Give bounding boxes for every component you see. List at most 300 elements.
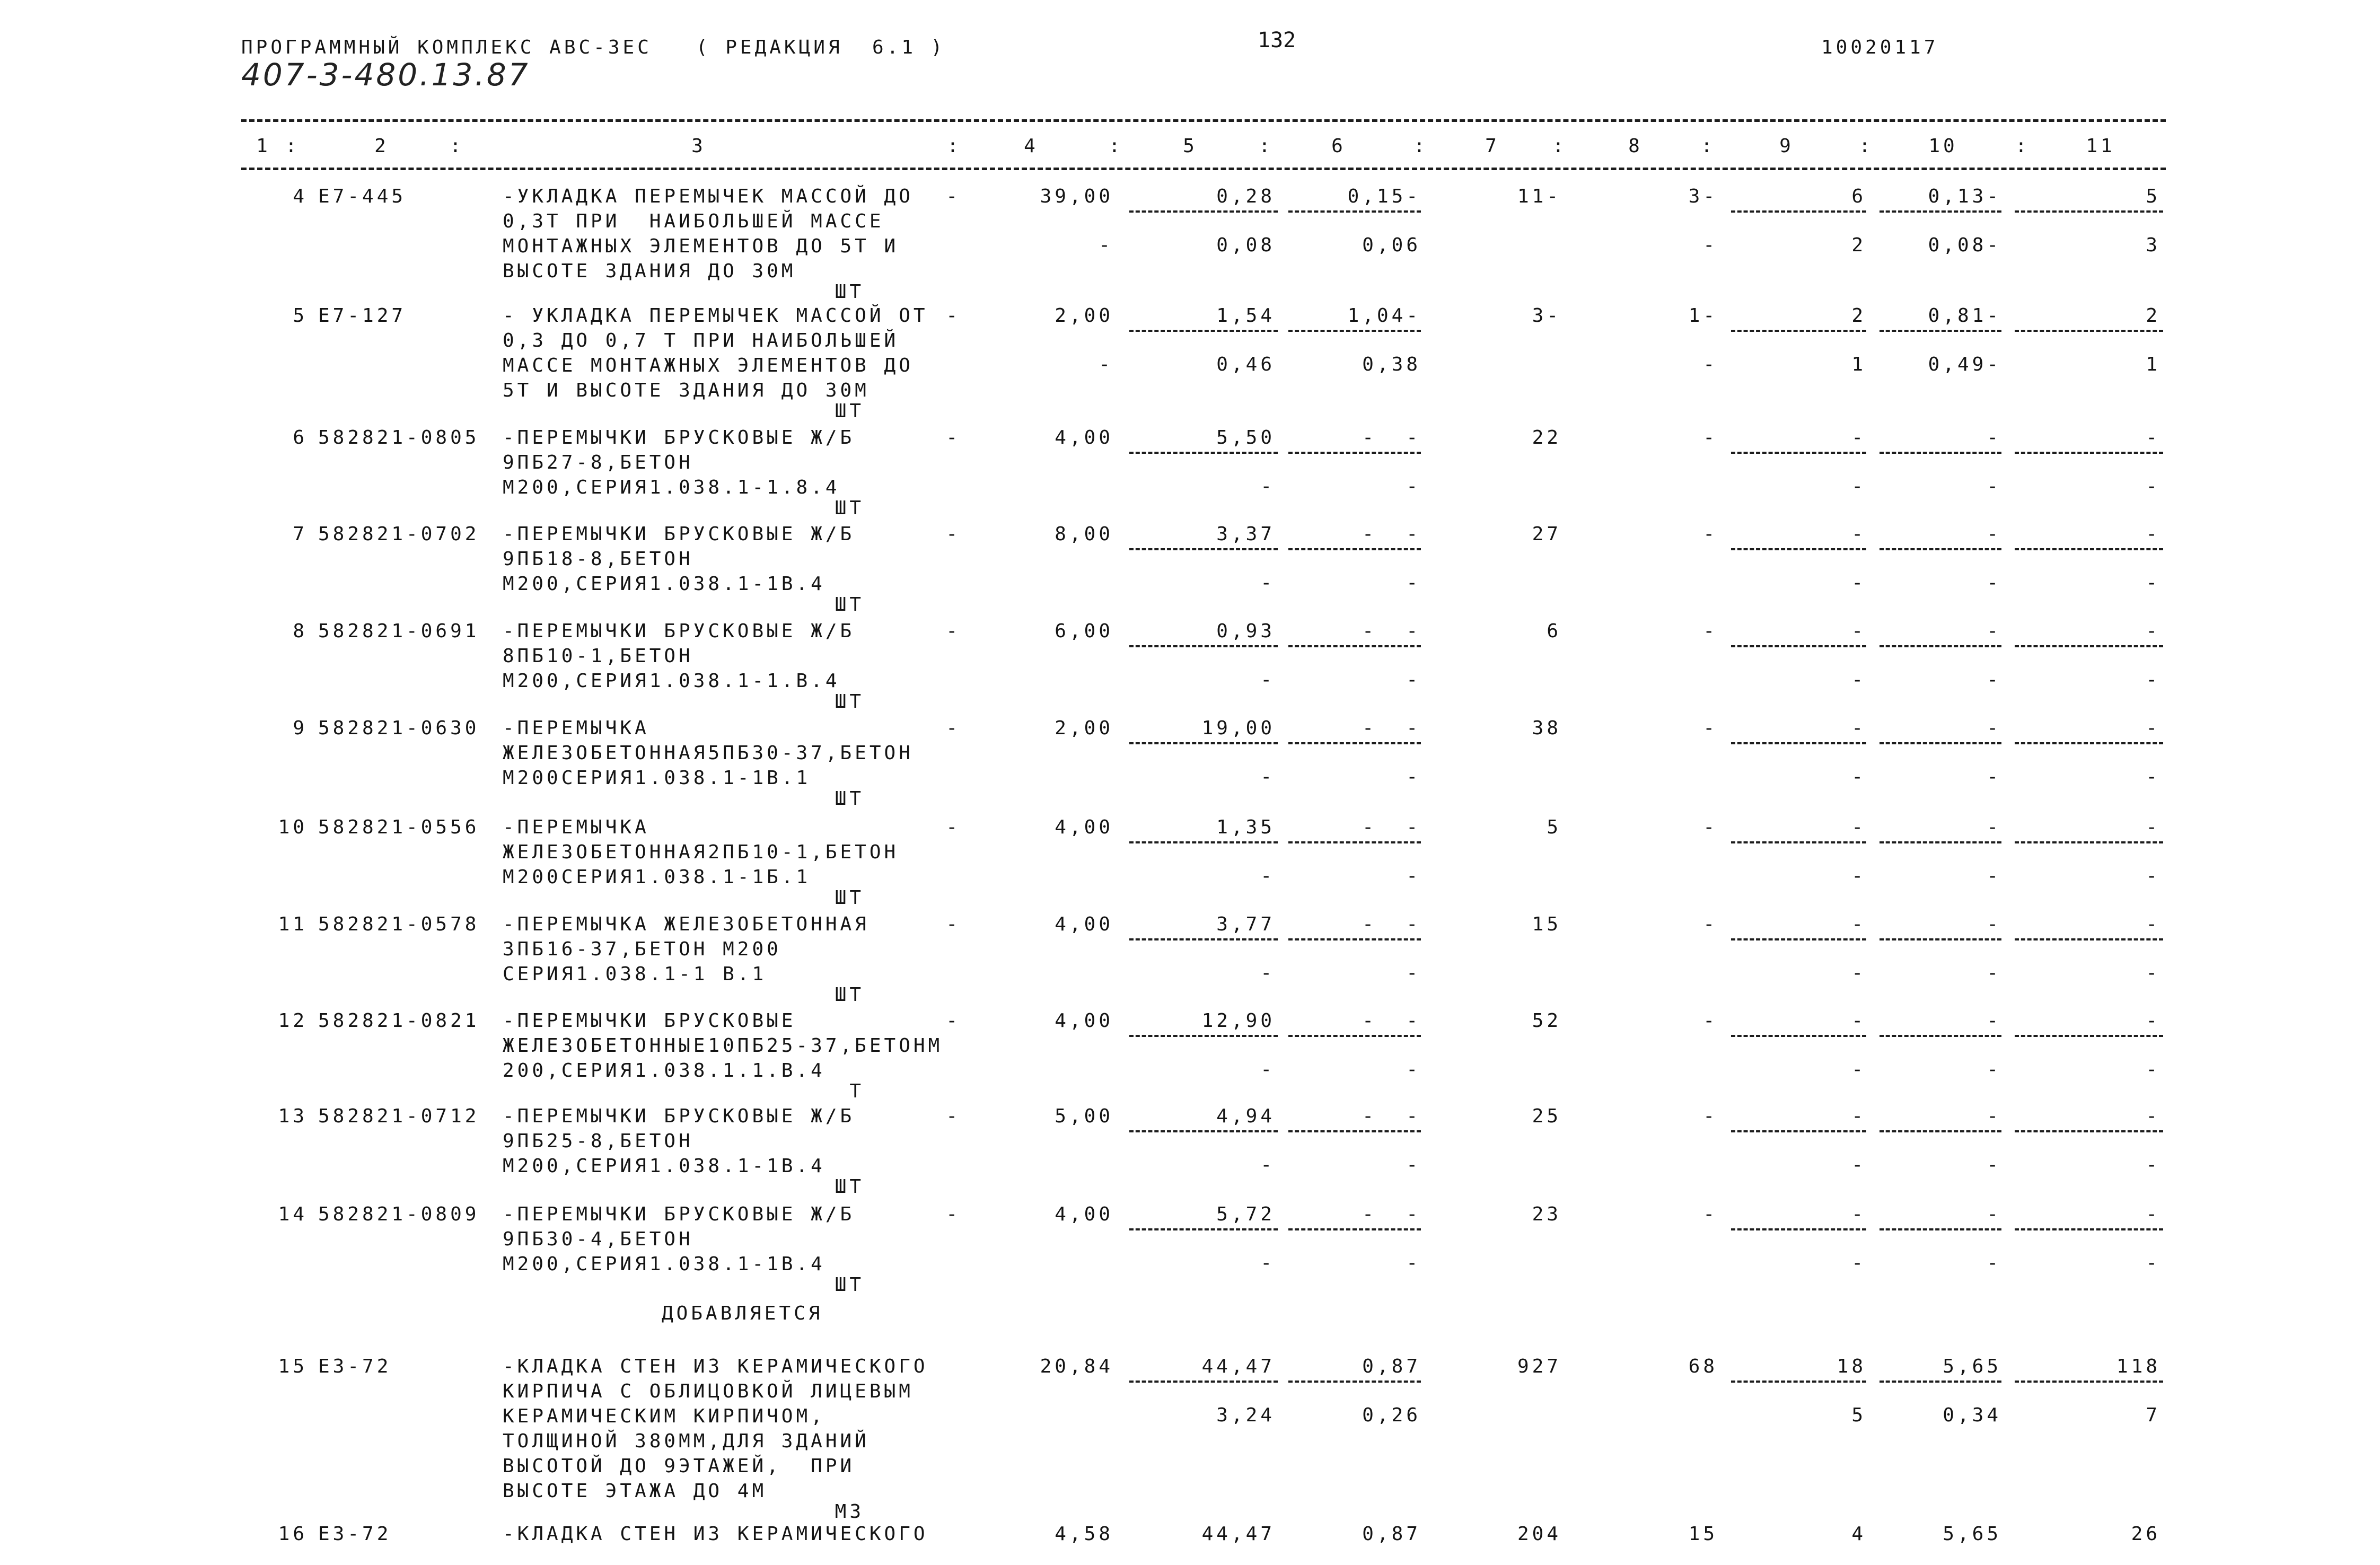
row-value-c10: 0,13- [1928, 186, 2001, 207]
row-value-c5: 12,90 [1201, 1010, 1275, 1032]
row-qty: 4,00 [1055, 1010, 1113, 1032]
row-value-c7: 25 [1532, 1105, 1561, 1127]
row-separator [1288, 841, 1421, 843]
row-description: 3ПБ16-37,БЕТОН М200 [503, 938, 781, 960]
row-separator [2015, 938, 2163, 940]
row-value-c10: - [1987, 523, 2001, 545]
row-qty: 39,00 [1040, 186, 1113, 207]
row-unit: ШТ [835, 497, 864, 519]
row-separator [1288, 1035, 1421, 1037]
row-description: ЖЕЛЕЗОБЕТОННАЯ5ПБ30-37,БЕТОН [503, 742, 914, 764]
row-number: 11 [278, 913, 308, 935]
row-value-c10: - [1987, 427, 2001, 449]
column-header-cell: 10 [1928, 135, 1958, 157]
column-header-cell: 5 [1183, 135, 1198, 157]
row-value-c9b: - [1851, 476, 1866, 497]
row-separator [1288, 1228, 1421, 1230]
row-qty: 2,00 [1055, 305, 1113, 327]
row-separator [1731, 1228, 1866, 1230]
row-mark: - [946, 523, 961, 545]
table-rule-top [241, 119, 2166, 122]
row-mark2: - [1099, 354, 1113, 375]
row-mark: - [946, 1105, 961, 1127]
row-qty: 5,00 [1055, 1105, 1113, 1127]
row-number: 16 [278, 1523, 308, 1545]
row-value-c9: - [1851, 427, 1866, 449]
row-value-c5b: - [1260, 1252, 1275, 1274]
row-value-c5: 44,47 [1201, 1356, 1275, 1377]
row-value-c11: - [2146, 816, 2161, 838]
row-value-c5: 44,47 [1201, 1523, 1275, 1545]
row-separator [1731, 938, 1866, 940]
row-separator [2015, 1035, 2163, 1037]
row-separator [1129, 330, 1278, 332]
row-description: 0,3Т ПРИ НАИБОЛЬШЕЙ МАССЕ [503, 210, 884, 232]
row-value-c11: - [2146, 1203, 2161, 1225]
row-value-c9b: - [1851, 1059, 1866, 1080]
row-value-c10b: 0,34 [1943, 1404, 2001, 1426]
row-value-c5: 3,77 [1216, 913, 1275, 935]
row-value-c9: - [1851, 816, 1866, 838]
row-code: 582821-0712 [318, 1105, 480, 1127]
row-description: 200,СЕРИЯ1.038.1.1.В.4 [503, 1060, 825, 1082]
row-value-c10: - [1987, 816, 2001, 838]
row-description: ЖЕЛЕЗОБЕТОННЫЕ10ПБ25-37,БЕТОНМ [503, 1035, 943, 1057]
row-value-c8: - [1703, 1105, 1718, 1127]
row-value-c9: - [1851, 1010, 1866, 1032]
row-value-c7: 22 [1532, 427, 1561, 449]
row-number: 10 [278, 816, 308, 838]
row-value-c7: 27 [1532, 523, 1561, 545]
row-mark: - [946, 913, 961, 935]
row-number: 4 [293, 186, 308, 207]
row-value-c11: - [2146, 523, 2161, 545]
row-separator [2015, 1228, 2163, 1230]
row-description: -ПЕРЕМЫЧКИ БРУСКОВЫЕ [503, 1010, 796, 1032]
row-value-c7: 204 [1517, 1523, 1561, 1545]
column-header-cell: 6 [1331, 135, 1346, 157]
row-separator [1731, 841, 1866, 843]
row-code: 582821-0805 [318, 427, 480, 449]
row-value-c6b: 0,38 [1362, 354, 1421, 375]
row-value-c11b: - [2146, 669, 2161, 691]
row-number: 8 [293, 620, 308, 642]
row-separator [1288, 210, 1421, 213]
row-mark: - [946, 620, 961, 642]
row-value-c7: 23 [1532, 1203, 1561, 1225]
row-value-c11b: - [2146, 572, 2161, 594]
row-mark: - [946, 1203, 961, 1225]
row-value-c7: 927 [1517, 1356, 1561, 1377]
row-value-c9b: 5 [1851, 1404, 1866, 1426]
row-value-c9: 18 [1837, 1356, 1866, 1377]
row-description: МОНТАЖНЫХ ЭЛЕМЕНТОВ ДО 5Т И [503, 235, 899, 257]
row-separator [1731, 548, 1866, 550]
row-number: 6 [293, 427, 308, 449]
row-description: ВЫСОТЕ ЗДАНИЯ ДО 30М [503, 260, 796, 282]
row-number: 7 [293, 523, 308, 545]
column-header-cell: 1 [256, 135, 271, 157]
row-value-c8: - [1703, 1203, 1718, 1225]
row-value-c9b: - [1851, 669, 1866, 691]
row-separator [1288, 742, 1421, 744]
row-separator [1288, 645, 1421, 647]
row-qty: 4,00 [1055, 427, 1113, 449]
row-qty: 8,00 [1055, 523, 1113, 545]
row-description: -КЛАДКА СТЕН ИЗ КЕРАМИЧЕСКОГО [503, 1356, 928, 1377]
row-value-c5b: 0,46 [1216, 354, 1275, 375]
row-value-c9: - [1851, 620, 1866, 642]
row-value-c9b: - [1851, 572, 1866, 594]
row-value-c5b: 3,24 [1216, 1404, 1275, 1426]
row-value-c5: 5,72 [1216, 1203, 1275, 1225]
row-value-c10b: - [1987, 669, 2001, 691]
row-value-c11: - [2146, 427, 2161, 449]
column-header-cell: 2 [374, 135, 389, 157]
row-separator [1880, 938, 2001, 940]
row-code: Е7-445 [318, 186, 407, 207]
row-value-c8: - [1703, 717, 1718, 739]
column-header-cell: : [1413, 135, 1428, 157]
row-value-c11: 118 [2116, 1356, 2161, 1377]
row-code: 582821-0702 [318, 523, 480, 545]
row-value-c6: - - [1362, 1203, 1421, 1225]
row-separator [1880, 330, 2001, 332]
row-number: 13 [278, 1105, 308, 1127]
row-value-c6: - - [1362, 620, 1421, 642]
row-value-c6: - - [1362, 717, 1421, 739]
row-value-c8: - [1703, 816, 1718, 838]
row-unit: ШТ [835, 984, 864, 1006]
row-unit: ШТ [835, 1274, 864, 1296]
row-value-c9b: - [1851, 962, 1866, 984]
row-description: 9ПБ27-8,БЕТОН [503, 452, 693, 473]
program-header: ПРОГРАММНЫЙ КОМПЛЕКС АВС-3ЕС ( РЕДАКЦИЯ 6.1 ) [241, 37, 946, 58]
row-value-c6: - - [1362, 427, 1421, 449]
row-description: -ПЕРЕМЫЧКИ БРУСКОВЫЕ Ж/Б [503, 620, 855, 642]
row-value-c9: - [1851, 523, 1866, 545]
row-value-c9b: 1 [1851, 354, 1866, 375]
row-value-c7: 3- [1532, 305, 1561, 327]
row-value-c9b: 2 [1851, 234, 1866, 256]
row-unit: ШТ [835, 691, 864, 713]
row-description: М200,СЕРИЯ1.038.1-1В.4 [503, 1155, 825, 1177]
row-value-c5b: - [1260, 1154, 1275, 1176]
row-description: М200,СЕРИЯ1.038.1-1В.4 [503, 1253, 825, 1275]
row-code: 582821-0630 [318, 717, 480, 739]
row-description: 9ПБ25-8,БЕТОН [503, 1130, 693, 1152]
row-value-c5: 3,37 [1216, 523, 1275, 545]
row-qty: 20,84 [1040, 1356, 1113, 1377]
column-header-cell: : [450, 135, 464, 157]
row-value-c6: 0,87 [1362, 1356, 1421, 1377]
row-separator [1880, 1130, 2001, 1132]
row-separator [1288, 1381, 1421, 1383]
row-value-c5: 1,54 [1216, 305, 1275, 327]
row-value-c10: - [1987, 717, 2001, 739]
row-mark: - [946, 1010, 961, 1032]
row-code: 582821-0556 [318, 816, 480, 838]
row-value-c11b: - [2146, 766, 2161, 788]
row-value-c6b: 0,26 [1362, 1404, 1421, 1426]
row-separator [1288, 938, 1421, 940]
column-header-cell: : [1109, 135, 1123, 157]
row-separator [1129, 645, 1278, 647]
row-value-c5b: - [1260, 766, 1275, 788]
row-description: 5Т И ВЫСОТЕ ЗДАНИЯ ДО 30М [503, 380, 870, 401]
row-description: ТОЛЩИНОЙ 380ММ,ДЛЯ ЗДАНИЙ [503, 1430, 870, 1452]
row-value-c6b: - [1406, 1059, 1421, 1080]
row-value-c9: - [1851, 1105, 1866, 1127]
row-separator [1880, 452, 2001, 454]
row-description: -ПЕРЕМЫЧКА [503, 717, 649, 739]
row-value-c5: 0,93 [1216, 620, 1275, 642]
row-value-c8: - [1703, 913, 1718, 935]
row-value-c11b: - [2146, 865, 2161, 887]
row-separator [2015, 1381, 2163, 1383]
row-value-c10: - [1987, 1105, 2001, 1127]
row-description: -ПЕРЕМЫЧКА [503, 816, 649, 838]
handwritten-ref: 407-3-480.13.87 [241, 57, 530, 93]
row-unit: М3 [835, 1501, 864, 1523]
row-value-c11: - [2146, 913, 2161, 935]
row-value-c8: 3- [1688, 186, 1718, 207]
row-separator [2015, 210, 2163, 213]
row-value-c11b: - [2146, 476, 2161, 497]
column-header-cell: : [1859, 135, 1874, 157]
row-code: 582821-0691 [318, 620, 480, 642]
row-unit: ШТ [835, 1176, 864, 1198]
row-number: 14 [278, 1203, 308, 1225]
row-value-c5b: - [1260, 962, 1275, 984]
row-description: -ПЕРЕМЫЧКИ БРУСКОВЫЕ Ж/Б [503, 427, 855, 449]
row-qty: 4,00 [1055, 816, 1113, 838]
row-value-c9b: - [1851, 766, 1866, 788]
row-mark2: - [1099, 234, 1113, 256]
column-header-cell: 11 [2086, 135, 2115, 157]
row-value-c7: 5 [1547, 816, 1561, 838]
row-code: Е7-127 [318, 305, 407, 327]
row-value-c7: 38 [1532, 717, 1561, 739]
row-value-c6b: - [1406, 865, 1421, 887]
row-value-c6: 1,04- [1347, 305, 1421, 327]
row-description: -УКЛАДКА ПЕРЕМЫЧЕК МАССОЙ ДО [503, 186, 914, 207]
row-value-c8: - [1703, 620, 1718, 642]
row-mark: - [946, 305, 961, 327]
row-value-c10b: - [1987, 572, 2001, 594]
row-value-c6: 0,87 [1362, 1523, 1421, 1545]
added-label: ДОБАВЛЯЕТСЯ [662, 1303, 823, 1324]
row-mark: - [946, 186, 961, 207]
row-value-c10: - [1987, 1203, 2001, 1225]
row-value-c9: 6 [1851, 186, 1866, 207]
row-separator [1880, 742, 2001, 744]
row-separator [1129, 1130, 1278, 1132]
row-separator [1731, 210, 1866, 213]
row-description: - УКЛАДКА ПЕРЕМЫЧЕК МАССОЙ ОТ [503, 305, 928, 327]
row-value-c7: 15 [1532, 913, 1561, 935]
row-value-c10b: - [1987, 476, 2001, 497]
row-separator [2015, 452, 2163, 454]
row-code: Е3-72 [318, 1523, 392, 1545]
row-value-c9: 2 [1851, 305, 1866, 327]
row-value-c9b: - [1851, 865, 1866, 887]
row-value-c11b: 7 [2146, 1404, 2161, 1426]
row-separator [1129, 938, 1278, 940]
row-value-c11: 2 [2146, 305, 2161, 327]
row-value-c6b: - [1406, 1154, 1421, 1176]
row-value-c10: 5,65 [1943, 1356, 2001, 1377]
row-value-c10b: - [1987, 865, 2001, 887]
row-value-c6b: - [1406, 962, 1421, 984]
row-unit: ШТ [835, 594, 864, 616]
row-separator [1129, 548, 1278, 550]
row-separator [1880, 1228, 2001, 1230]
row-separator [1880, 548, 2001, 550]
row-separator [1731, 452, 1866, 454]
row-description: 8ПБ10-1,БЕТОН [503, 645, 693, 667]
row-value-c10: 0,81- [1928, 305, 2001, 327]
row-description: -ПЕРЕМЫЧКИ БРУСКОВЫЕ Ж/Б [503, 523, 855, 545]
row-description: М200СЕРИЯ1.038.1-1В.1 [503, 767, 811, 789]
row-separator [1129, 841, 1278, 843]
row-number: 12 [278, 1010, 308, 1032]
row-value-c6b: - [1406, 766, 1421, 788]
row-description: -ПЕРЕМЫЧКИ БРУСКОВЫЕ Ж/Б [503, 1105, 855, 1127]
row-value-c10: - [1987, 913, 2001, 935]
row-separator [1288, 548, 1421, 550]
row-description: КИРПИЧА С ОБЛИЦОВКОЙ ЛИЦЕВЫМ [503, 1381, 914, 1402]
row-separator [2015, 841, 2163, 843]
row-value-c6: - - [1362, 1010, 1421, 1032]
row-separator [1129, 452, 1278, 454]
row-separator [1129, 1035, 1278, 1037]
column-header-cell: : [947, 135, 962, 157]
row-separator [1731, 330, 1866, 332]
row-value-c7: 6 [1547, 620, 1561, 642]
column-header-cell: : [285, 135, 300, 157]
column-header-cell: 8 [1628, 135, 1643, 157]
row-description: М200,СЕРИЯ1.038.1-1.В.4 [503, 670, 840, 692]
row-value-c8: - [1703, 523, 1718, 545]
row-description: -ПЕРЕМЫЧКА ЖЕЛЕЗОБЕТОННАЯ [503, 913, 870, 935]
row-description: -КЛАДКА СТЕН ИЗ КЕРАМИЧЕСКОГО [503, 1523, 928, 1545]
row-value-c7: 52 [1532, 1010, 1561, 1032]
row-separator [1731, 1035, 1866, 1037]
row-description: МАССЕ МОНТАЖНЫХ ЭЛЕМЕНТОВ ДО [503, 355, 914, 376]
row-separator [1880, 841, 2001, 843]
row-value-c9: - [1851, 913, 1866, 935]
row-value-c6: 0,15- [1347, 186, 1421, 207]
row-separator [1288, 330, 1421, 332]
column-header-cell: 7 [1485, 135, 1500, 157]
row-value-c6b: - [1406, 476, 1421, 497]
row-value-c6: - - [1362, 816, 1421, 838]
row-value-c5: 19,00 [1201, 717, 1275, 739]
row-description: 9ПБ30-4,БЕТОН [503, 1228, 693, 1250]
row-value-c5b: - [1260, 865, 1275, 887]
row-value-c11b: - [2146, 1154, 2161, 1176]
row-value-c8b: - [1703, 354, 1718, 375]
row-value-c11b: 1 [2146, 354, 2161, 375]
column-header-cell: : [1552, 135, 1567, 157]
row-value-c11: 26 [2131, 1523, 2161, 1545]
row-code: 582821-0809 [318, 1203, 480, 1225]
row-value-c5: 0,28 [1216, 186, 1275, 207]
row-description: ВЫСОТЕ ЭТАЖА ДО 4М [503, 1480, 767, 1502]
row-mark: - [946, 816, 961, 838]
row-unit: ШТ [835, 788, 864, 810]
row-qty: 4,00 [1055, 913, 1113, 935]
row-value-c5b: - [1260, 669, 1275, 691]
row-description: СЕРИЯ1.038.1-1 В.1 [503, 963, 767, 985]
row-value-c11: - [2146, 717, 2161, 739]
row-separator [2015, 1130, 2163, 1132]
row-value-c5b: - [1260, 1059, 1275, 1080]
row-value-c10: - [1987, 620, 2001, 642]
row-separator [1129, 1381, 1278, 1383]
row-value-c10b: - [1987, 1059, 2001, 1080]
row-number: 9 [293, 717, 308, 739]
row-unit: ШТ [835, 281, 864, 303]
row-separator [1731, 1381, 1866, 1383]
row-value-c11b: - [2146, 1252, 2161, 1274]
row-value-c6: - - [1362, 523, 1421, 545]
row-value-c10b: 0,08- [1928, 234, 2001, 256]
row-value-c11b: - [2146, 1059, 2161, 1080]
row-description: ВЫСОТОЙ ДО 9ЭТАЖЕЙ, ПРИ [503, 1455, 855, 1477]
row-description: 0,3 ДО 0,7 Т ПРИ НАИБОЛЬШЕЙ [503, 330, 899, 351]
row-value-c8: 15 [1688, 1523, 1718, 1545]
column-header-cell: : [2015, 135, 2030, 157]
row-separator [1731, 1130, 1866, 1132]
row-description: КЕРАМИЧЕСКИМ КИРПИЧОМ, [503, 1405, 825, 1427]
row-value-c6: - - [1362, 1105, 1421, 1127]
row-separator [1731, 645, 1866, 647]
row-value-c10b: 0,49- [1928, 354, 2001, 375]
column-header-cell: 3 [691, 135, 706, 157]
row-value-c8: - [1703, 1010, 1718, 1032]
row-qty: 4,00 [1055, 1203, 1113, 1225]
row-mark: - [946, 427, 961, 449]
row-description: ЖЕЛЕЗОБЕТОННАЯ2ПБ10-1,БЕТОН [503, 841, 899, 863]
row-separator [1880, 1381, 2001, 1383]
row-number: 15 [278, 1356, 308, 1377]
doc-code: 10020117 [1821, 37, 1939, 58]
row-separator [2015, 645, 2163, 647]
row-description: М200,СЕРИЯ1.038.1-1.8.4 [503, 477, 840, 498]
row-value-c10b: - [1987, 766, 2001, 788]
row-qty: 6,00 [1055, 620, 1113, 642]
row-value-c8: 1- [1688, 305, 1718, 327]
row-qty: 4,58 [1055, 1523, 1113, 1545]
row-value-c6: - - [1362, 913, 1421, 935]
row-qty: 2,00 [1055, 717, 1113, 739]
row-value-c11: - [2146, 1010, 2161, 1032]
row-value-c9: - [1851, 717, 1866, 739]
row-value-c6b: - [1406, 572, 1421, 594]
row-value-c8: 68 [1688, 1356, 1718, 1377]
row-separator [2015, 548, 2163, 550]
row-separator [1129, 1228, 1278, 1230]
row-separator [1731, 742, 1866, 744]
row-value-c5: 5,50 [1216, 427, 1275, 449]
row-value-c9b: - [1851, 1154, 1866, 1176]
row-unit: ШТ [835, 400, 864, 422]
row-separator [1880, 210, 2001, 213]
row-value-c11: - [2146, 620, 2161, 642]
row-value-c10: 5,65 [1943, 1523, 2001, 1545]
